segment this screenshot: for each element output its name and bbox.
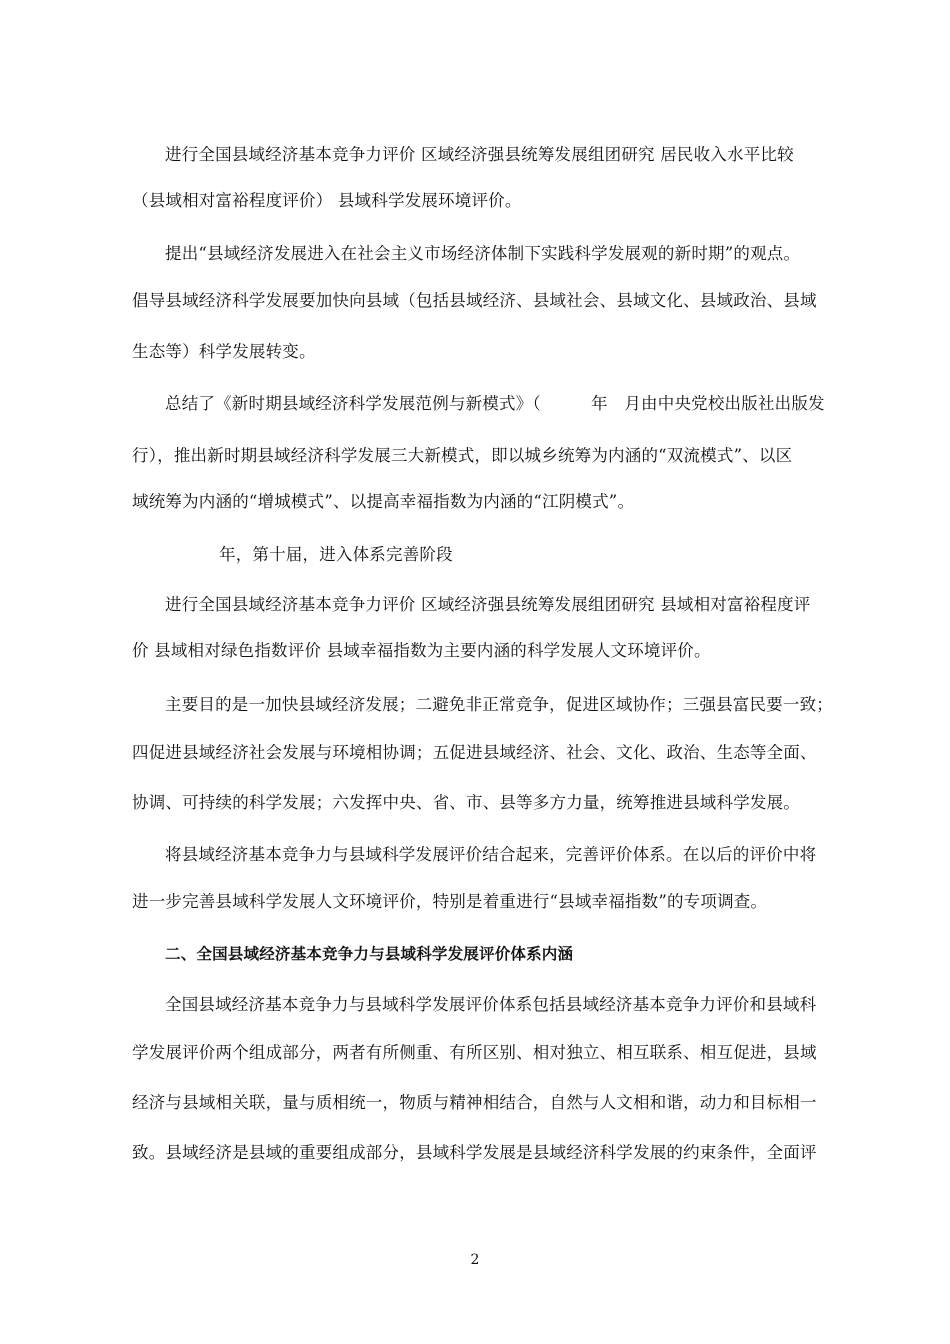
body-line: 提出“县域经济发展进入在社会主义市场经济体制下实践科学发展观的新时期”的观点。	[165, 244, 801, 263]
body-line: 总结了《新时期县域经济科学发展范例与新模式》（ 年 月由中央党校出版社出版发	[165, 394, 825, 413]
body-line: 全国县域经济基本竞争力与县域科学发展评价体系包括县域经济基本竞争力评价和县域科	[165, 995, 817, 1014]
body-line: 主要目的是一加快县域经济发展；二避免非正常竞争，促进区域协作；三强县富民要一致；	[165, 695, 833, 714]
body-line: （县域相对富裕程度评价） 县域科学发展环境评价。	[132, 191, 522, 210]
section-subheading: 年，第十届，进入体系完善阶段	[219, 545, 453, 564]
body-line: 域统筹为内涵的“增城模式”、以提高幸福指数为内涵的“江阴模式”。	[132, 492, 635, 511]
page-number: 2	[470, 1252, 480, 1268]
body-line: 经济与县域相关联，量与质相统一，物质与精神相结合，自然与人文相和谐，动力和目标相一	[132, 1093, 817, 1112]
body-line: 协调、可持续的科学发展；六发挥中央、省、市、县等多方力量，统筹推进县域科学发展。	[132, 793, 800, 812]
body-line: 致。县域经济是县域的重要组成部分，县域科学发展是县域经济科学发展的约束条件，全面评	[132, 1143, 817, 1162]
body-line: 生态等）科学发展转变。	[132, 342, 316, 361]
section-heading: 二、全国县域经济基本竞争力与县域科学发展评价体系内涵	[165, 945, 574, 963]
body-line: 行），推出新时期县域经济科学发展三大新模式，即以城乡统筹为内涵的“双流模式”、以区	[132, 446, 793, 465]
body-line: 倡导县域经济科学发展要加快向县域（包括县域经济、县域社会、县域文化、县域政治、县域	[132, 291, 817, 310]
body-line: 价 县域相对绿色指数评价 县域幸福指数为主要内涵的科学发展人文环境评价。	[132, 641, 711, 660]
body-line: 进行全国县域经济基本竞争力评价 区域经济强县统筹发展组团研究 县域相对富裕程度评	[165, 595, 811, 614]
body-line: 进行全国县域经济基本竞争力评价 区域经济强县统筹发展组团研究 居民收入水平比较	[165, 145, 794, 164]
body-line: 四促进县域经济社会发展与环境相协调；五促进县域经济、社会、文化、政治、生态等全面、	[132, 743, 817, 762]
body-line: 进一步完善县域科学发展人文环境评价，特别是着重进行“县域幸福指数”的专项调查。	[132, 892, 768, 911]
body-line: 将县域经济基本竞争力与县域科学发展评价结合起来，完善评价体系。在以后的评价中将	[165, 845, 817, 864]
body-line: 学发展评价两个组成部分，两者有所侧重、有所区别、相对独立、相互联系、相互促进，县域	[132, 1043, 817, 1062]
